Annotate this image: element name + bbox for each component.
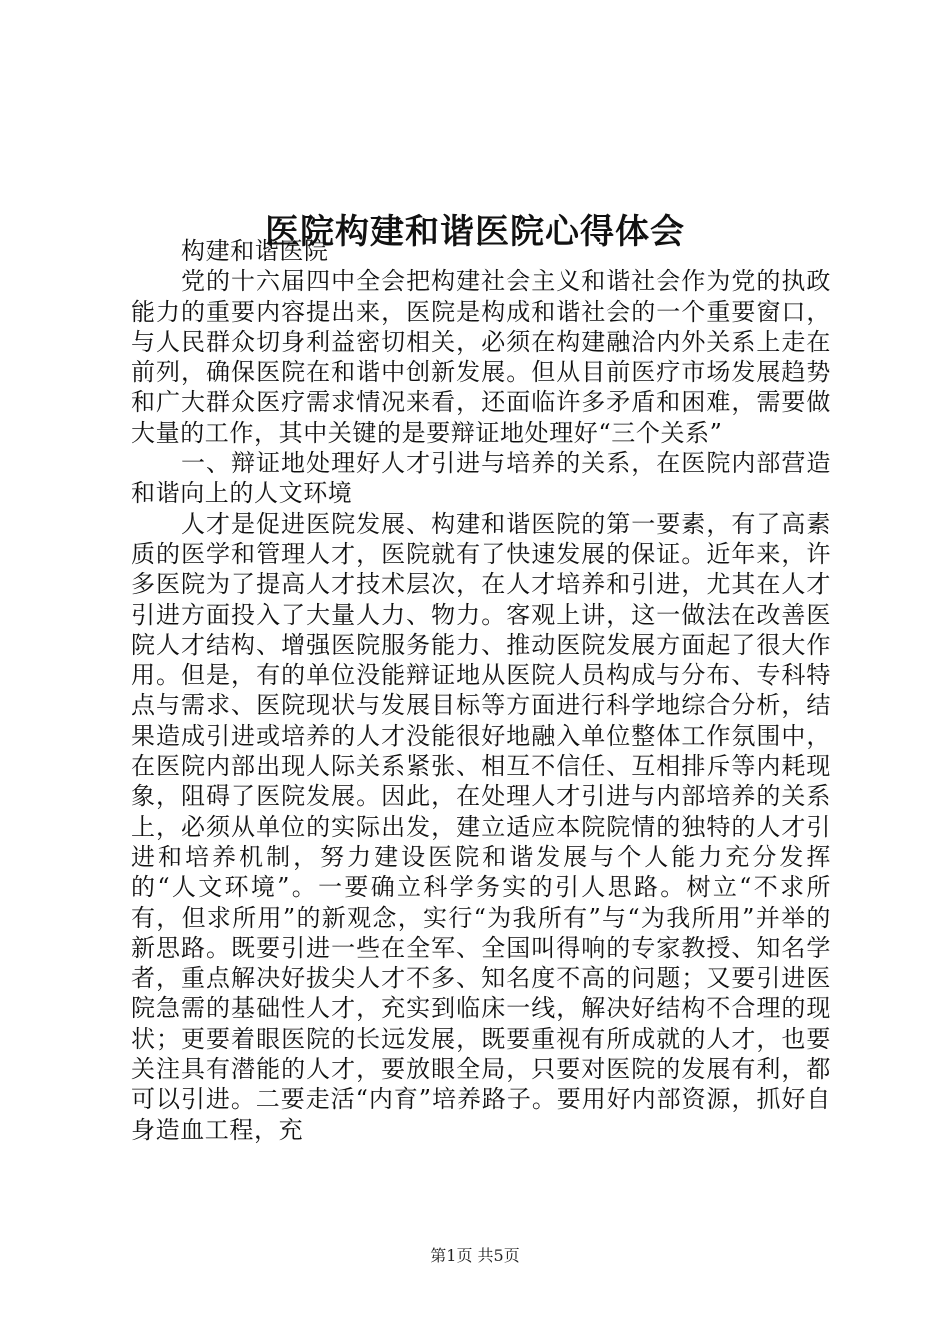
document-body bbox=[131, 236, 831, 1145]
body-paragraph: 人才是促进医院发展、构建和谐医院的第一要素，有了高素质的医学和管理人才，医院就有了快速发展的保证。近年来，许多医院为了提高人才技术层次，在人才培养和引进，尤其在人才引进方面投入了大量人力、物力。客观上讲，这一做法在改善医院人才结构、增强医院服务能力、推动医院发展方面起了很大作用。但是，有的单位没能辩证地从医院人员构成与分布、专科特点与需求、医院现状与发展目标等方面进行科学地综合分析，结果造成引进或培养的人才没能很好地融入单位整体工作氛围中，在医院内部出现人际关系紧张、相互不信任、互相排斥等内耗现象，阻碍了医院发展。因此，在处理人才引进与内部培养的关系上，必须从单位的实际出发，建立适应本院院情的独特的人才引进和培养机制，努力建设医院和谐发展与个人能力充分发挥的“人文环境”。一要确立科学务实的引人思路。树立“不求所有，但求所用”的新观念，实行“为我所有”与“为我所用”并举的新思路。既要引进一些在全军、全国叫得响的专家教授、知名学者，重点解决好拔尖人才不多、知名度不高的问题；又要引进医院急需的基础性人才，充实到临床一线，解决好结构不合理的现状；更要着眼医院的长远发展，既要重视有所成就的人才，也要关注具有潜能的人才，要放眼全局，只要对医院的发展有利，都可以引进。二要走活“内育”培养路子。要用好内部资源，抓好自身造血工程，充 bbox=[131, 509, 831, 1144]
subtitle-paragraph: 构建和谐医院 bbox=[181, 237, 329, 265]
section-heading-paragraph: 一、辩证地处理好人才引进与培养的关系，在医院内部营造和谐向上的人文环境 bbox=[131, 449, 831, 508]
intro-paragraph: 党的十六届四中全会把构建社会主义和谐社会作为党的执政能力的重要内容提出来，医院是构成和谐社会的一个重要窗口，与人民群众切身利益密切相关，必须在构建融洽内外关系上走在前列，确保医院在和谐中创新发展。但从目前医疗市场发展趋势和广大群众医疗需求情况来看，还面临许多矛盾和困难，需要做大量的工作，其中关键的是要辩证地处理好“三个关系” bbox=[131, 267, 831, 447]
page-footer: 第1页 共5页 bbox=[430, 1246, 520, 1265]
document-title: 医院构建和谐医院心得体会 bbox=[265, 211, 685, 252]
